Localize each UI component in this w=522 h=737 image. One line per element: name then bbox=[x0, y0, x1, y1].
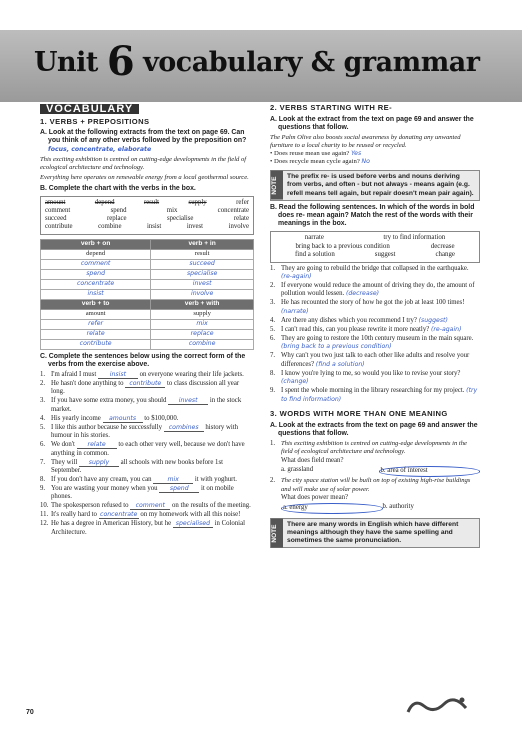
table-row: concentrate invest bbox=[41, 279, 254, 289]
list-item: 12. He has a degree in American History, but he specialised in Colonial Architecture. bbox=[40, 520, 245, 536]
list-item: 9. You are wasting your money when you spend it on mobile phones. bbox=[40, 484, 234, 501]
answer-blank[interactable]: invest bbox=[168, 397, 208, 405]
list-item: 6. We don't relate to each other very well, because we don't have anything in common. bbox=[40, 441, 245, 457]
list-item: 10. The spokesperson refused to comment on the results of the meeting. bbox=[40, 502, 251, 510]
word-box-row: comment spend mix concentrate bbox=[45, 206, 249, 214]
table-row: insist involve bbox=[41, 289, 254, 299]
answer-recycle: No bbox=[361, 158, 370, 166]
word-box-row: amount depend result supply refer bbox=[45, 198, 249, 206]
note-multiple-meanings bbox=[270, 518, 480, 549]
list-item: 4. His yearly income amounts to $100,000. bbox=[40, 414, 179, 422]
question-1c: C. Complete the sentences below using the correct form of the verbs from the exercise above. bbox=[40, 352, 246, 368]
section-1-title: 1. VERBS + PREPOSITIONS bbox=[40, 116, 150, 126]
watermark-logo-icon bbox=[404, 694, 474, 718]
vocabulary-badge: VOCABULARY bbox=[40, 104, 139, 114]
answer-note: (suggest) bbox=[418, 316, 448, 324]
question-3a: A. Look at the extracts from the text on page 69 and answer the questions that follow. bbox=[270, 421, 478, 437]
list-item: 4. Are there any dishes which you recommend I try? (suggest) bbox=[270, 316, 448, 324]
page-number: 70 bbox=[26, 709, 34, 716]
extract-2: Everything here operates on renewable energy from a local geothermal source. bbox=[40, 173, 249, 181]
answer-blank[interactable]: spend bbox=[159, 485, 199, 493]
table-row: contribute combine bbox=[41, 339, 254, 349]
answer-blank[interactable]: insist bbox=[98, 371, 138, 379]
table-row: amount supply bbox=[41, 309, 254, 319]
answer-note: (decrease) bbox=[345, 290, 380, 298]
list-item: 3. He has recounted the story of how he got the job at least 100 times! (narrate) bbox=[270, 299, 465, 315]
bullet-reuse: • Does reuse mean use again? Yes bbox=[270, 149, 362, 157]
answer-blank[interactable]: combines bbox=[164, 424, 204, 432]
list-item: 7. They will supply all schools with new books before 1st September. bbox=[40, 458, 223, 474]
list-item: 2. The city space station will be built on top of existing high-rise buildings and will make use of solar power. What does power mean? a. energy b. authority bbox=[270, 477, 480, 514]
table-row: relate replace bbox=[41, 329, 254, 339]
list-item: 5. I can't read this, can you please rewrite it more neatly? (re-again) bbox=[270, 325, 462, 333]
answer-note: (re-again) bbox=[430, 325, 462, 333]
answer-blank[interactable]: concentrate bbox=[100, 511, 138, 519]
answer-blank[interactable]: supply bbox=[79, 459, 119, 467]
answer-blank[interactable]: specialised bbox=[173, 520, 213, 528]
note-tag: NOTE bbox=[271, 171, 283, 200]
word-box-row: contribute combine insist invest involve bbox=[45, 223, 249, 231]
list-item: 9. I spent the whole morning in the library researching for my project. (try to find information) bbox=[270, 387, 478, 403]
list-item: 1. This exciting exhibition is centred on cutting-edge developments in the field of ecological architecture and technology. What does field mean? a. grassland b. area of interest bbox=[270, 440, 480, 477]
question-1b: B. Complete the chart with the verbs in the box. bbox=[40, 184, 196, 192]
answer-blank[interactable]: relate bbox=[77, 441, 117, 449]
word-box-row: succeed replace specialise relate bbox=[45, 215, 249, 223]
list-item: 3. If you have some extra money, you should invest in the stock market. bbox=[40, 397, 242, 413]
list-item: 5. I like this author because he successfully combines history with humour in his stories. bbox=[40, 423, 239, 440]
extract-1: This exciting exhibition is centred on cutting-edge developments in the field of ecological architecture and technology. bbox=[40, 155, 247, 171]
answer-1a: focus, concentrate, elaborate bbox=[48, 145, 152, 153]
note-tag: NOTE bbox=[271, 519, 283, 548]
list-item: 11. It's really hard to concentrate on my homework with all this noise! bbox=[40, 511, 241, 519]
note-text: There are many words in English which have different meanings although they have the same spelling and sometimes the same pronunciation. bbox=[283, 519, 479, 548]
answer-note: (bring back to a previous condition) bbox=[281, 343, 392, 351]
table-row: refer mix bbox=[41, 319, 254, 329]
answer-note: (re-again) bbox=[281, 273, 312, 281]
sentence-list bbox=[40, 371, 254, 537]
extract-palm-olive: The Palm Olive also boosts social awareness by donating any unwanted furniture to a local charity to be reused or recycled. bbox=[270, 134, 461, 149]
table-header-row: verb + to verb + with bbox=[41, 299, 254, 309]
list-item: 6. They are going to restore the 10th century museum in the main square. (bring back to a previous condition) bbox=[270, 334, 474, 351]
choice-b[interactable]: b. area of interest bbox=[379, 466, 481, 476]
list-item: 7. Why can't you two just talk to each other like adults and resolve your differences? (find a solution) bbox=[270, 352, 470, 368]
answer-blank[interactable]: mix bbox=[153, 476, 193, 484]
unit-header bbox=[0, 30, 522, 102]
answer-note: (narrate) bbox=[281, 307, 309, 315]
answer-reuse: Yes bbox=[351, 149, 362, 157]
answer-note: (try to find information) bbox=[281, 387, 478, 403]
list-item: 1. They are going to rebuild the bridge that collapsed in the earthquake. (re-again) bbox=[270, 264, 469, 281]
answer-blank[interactable]: contribute bbox=[125, 380, 165, 388]
right-column bbox=[270, 104, 480, 548]
unit-title: Unit 6 vocabulary & grammar bbox=[34, 38, 480, 85]
choice-b[interactable]: b. authority bbox=[382, 503, 414, 511]
list-item: 2. He hasn't done anything to contribute to class discussion all year long. bbox=[40, 379, 240, 396]
note-prefix-re bbox=[270, 170, 480, 201]
table-row: spend specialise bbox=[41, 269, 254, 279]
choice-a[interactable]: a. grassland bbox=[281, 466, 314, 474]
meaning-list bbox=[270, 440, 480, 514]
question-2b: B. Read the following sentences. In which of the words in bold does re- mean again? Match the rest of the words with their meanings in the box. bbox=[270, 203, 475, 228]
answer-blank[interactable]: comment bbox=[130, 502, 170, 510]
list-item: 1. I'm afraid I must insist on everyone wearing their life jackets. bbox=[40, 370, 244, 378]
unit-number: 6 bbox=[106, 38, 135, 85]
question-2a: A. Look at the extract from the text on page 69 and answer the questions that follow. bbox=[270, 115, 474, 131]
verb-preposition-chart bbox=[40, 239, 254, 350]
table-header-row: verb + on verb + in bbox=[41, 239, 254, 249]
table-row: comment succeed bbox=[41, 259, 254, 269]
word-box bbox=[40, 196, 254, 235]
section-2-title: 2. VERBS STARTING WITH RE- bbox=[270, 103, 393, 112]
left-column bbox=[40, 104, 254, 538]
re-sentence-list bbox=[270, 265, 480, 404]
logo-mark-icon bbox=[404, 694, 474, 718]
note-text: The prefix re- is used before verbs and nouns deriving from verbs, and often - but not always - means again (e.g. refell means tell again, but repair doesn't mean pair again). bbox=[283, 171, 479, 200]
answer-note: (change) bbox=[281, 378, 309, 386]
answer-note: (find a solution) bbox=[315, 360, 365, 368]
choices bbox=[281, 503, 480, 513]
section-3-title: 3. WORDS WITH MORE THAN ONE MEANING bbox=[270, 408, 448, 418]
list-item: 2. If everyone would reduce the amount of driving they do, the amount of pollution would lessen. (decrease) bbox=[270, 282, 475, 298]
question-1a: A. Look at the following extracts from the text on page 69. Can you think of any other verbs followed by the preposition on? focus, concentrate, elaborate bbox=[40, 129, 247, 153]
bullet-recycle: • Does recycle mean cycle again? No bbox=[270, 158, 370, 166]
list-item: 8. If you don't have any cream, you can mix it with yoghurt. bbox=[40, 475, 238, 483]
meanings-box: narrate try to find information bring back to a previous condition decrease find a solution suggest change bbox=[270, 231, 480, 262]
list-item: 8. I know you're lying to me, so would you like to revise your story? (change) bbox=[270, 369, 461, 386]
answer-blank[interactable]: amounts bbox=[103, 415, 143, 423]
table-row: depend result bbox=[41, 249, 254, 259]
choice-a[interactable]: a. energy bbox=[281, 503, 383, 513]
choices bbox=[281, 466, 480, 476]
